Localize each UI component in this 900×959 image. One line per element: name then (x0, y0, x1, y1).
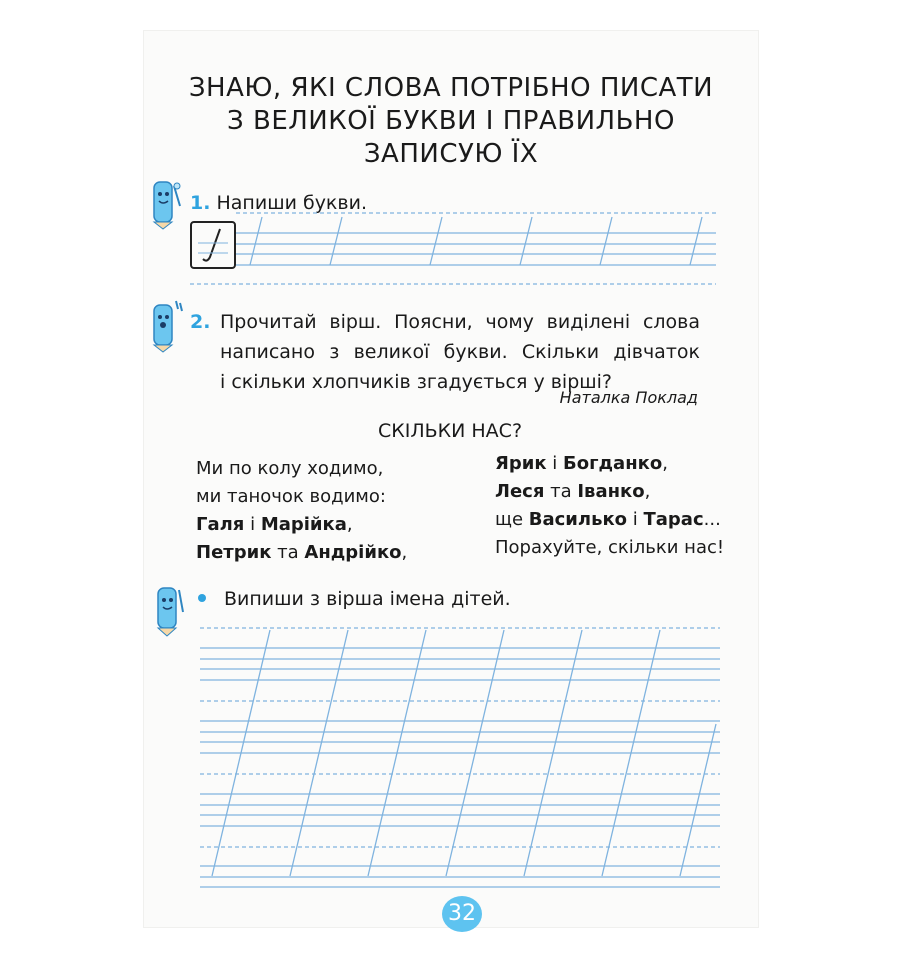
name-highlight: Леся (495, 481, 545, 502)
name-highlight: Галя (196, 514, 245, 535)
task-2-line-1: Прочитай вірш. Поясни, чому виділені слова (220, 311, 700, 333)
task-3-text: Випиши з вірша імена дітей. (224, 588, 511, 610)
poem-line: Ми по колу ходимо, (196, 458, 384, 479)
title-line-2: З ВЕЛИКОЇ БУКВИ І ПРАВИЛЬНО (227, 106, 675, 136)
poem-connector: та (544, 481, 578, 502)
poem-connector: ще (495, 509, 529, 530)
poem-connector: і (244, 514, 261, 535)
poem-title: СКІЛЬКИ НАС? (377, 420, 523, 442)
poem-author: Наталка Поклад (559, 388, 698, 407)
poem-punct: , (401, 542, 408, 563)
poem-connector: і (546, 453, 564, 474)
task-2-number: 2. (190, 311, 211, 333)
name-highlight: Ярик (495, 453, 547, 474)
poem-punct: , (644, 481, 651, 502)
poem-connector: та (271, 542, 305, 563)
task-2-line-2: написано з великої букви. Скільки дівчаток (220, 341, 700, 363)
task-1-number: 1. (190, 192, 211, 214)
name-highlight: Богданко (563, 453, 663, 474)
page-number: 32 (448, 901, 476, 926)
name-highlight: Андрійко (304, 542, 402, 563)
poem-connector: і (627, 509, 644, 530)
name-highlight: Іванко (577, 481, 645, 502)
poem-punct: , (662, 453, 668, 474)
poem-punct: , (346, 514, 353, 535)
title-line-3: ЗАПИСУЮ ЇХ (363, 139, 539, 169)
task-1-text: Напиши букви. (216, 192, 367, 214)
poem-line: ми таночок водимо: (196, 486, 386, 507)
poem-punct: ... (703, 509, 721, 530)
name-highlight: Василько (528, 509, 628, 530)
poem-line: Порахуйте, скільки нас! (495, 537, 725, 558)
title-line-1: ЗНАЮ, ЯКІ СЛОВА ПОТРІБНО ПИСАТИ (188, 73, 714, 103)
task-2-line-3: і скільки хлопчиків згадується у вірші? (220, 371, 613, 393)
name-highlight: Тарас (643, 509, 704, 530)
name-highlight: Петрик (196, 542, 272, 563)
name-highlight: Марійка (260, 514, 347, 535)
